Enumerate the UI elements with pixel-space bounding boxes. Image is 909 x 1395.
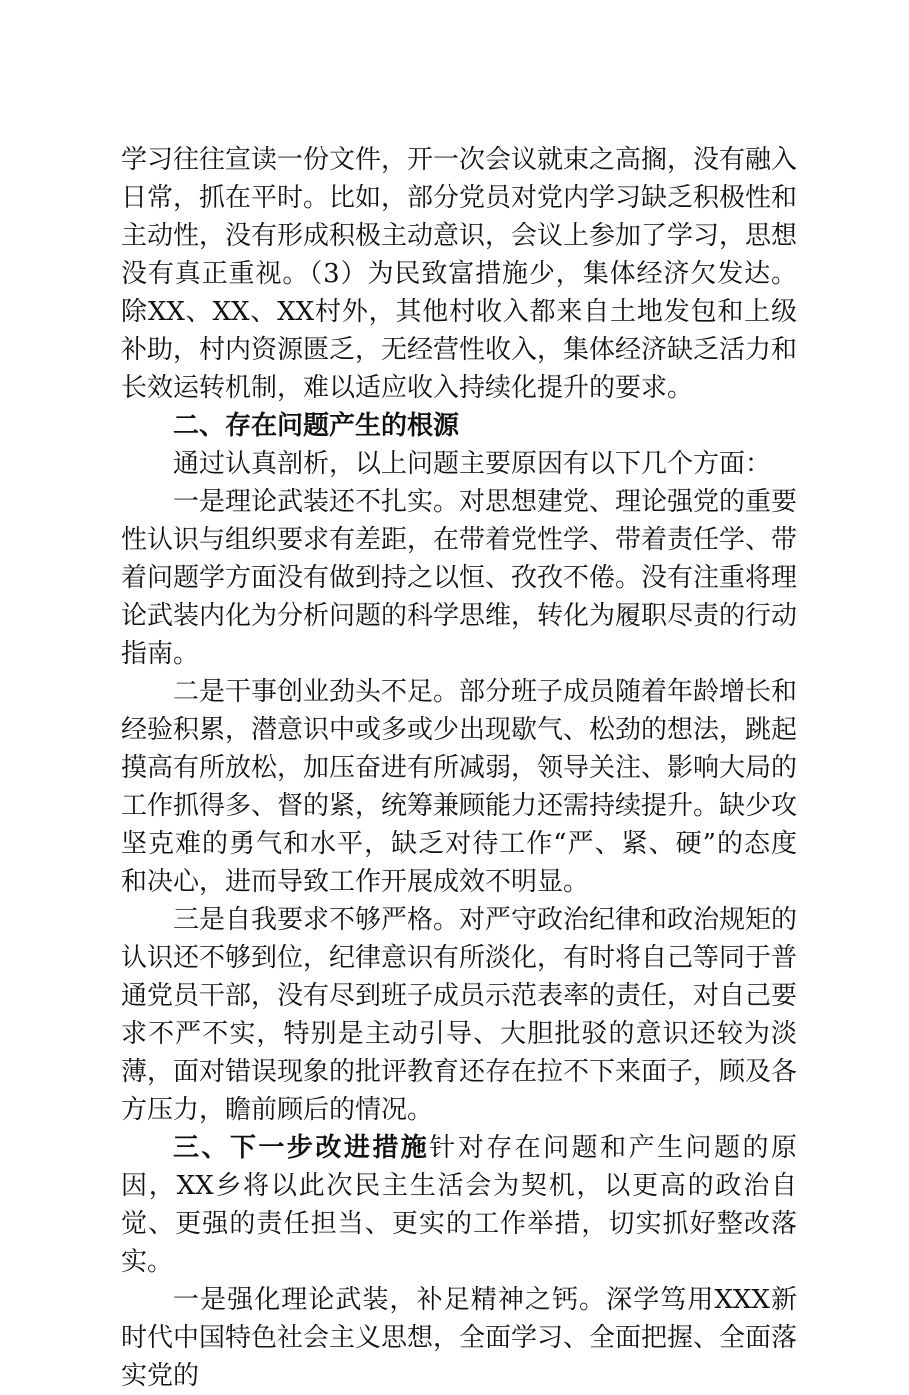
paragraph-theory: 一是理论武装还不扎实。对思想建党、理论强党的重要性认识与组织要求有差距，在带着党性学、带着责任学、带着问题学方面没有做到持之以恒、孜孜不倦。没有注重将理论武装内化为分析问题的科学思维，转化为履职尽责的行动指南。 [121, 487, 798, 669]
document-body [121, 141, 797, 1395]
paragraph-improvement-text: 针对存在问题和产生问题的原因，XX乡将以此次民主生活会为契机，以更高的政治自觉、更强的责任担当、更实的工作举措，切实抓好整改落实。 [121, 1133, 797, 1277]
paragraph-analysis-intro: 通过认真剖析，以上问题主要原因有以下几个方面： [173, 449, 772, 479]
section-heading-root-causes: 二、存在问题产生的根源 [173, 411, 460, 441]
section-heading-next-steps: 三、下一步改进措施 [173, 1133, 430, 1163]
paragraph-continuation: 学习往往宣读一份文件，开一次会议就束之高搁，没有融入日常，抓在平时。比如，部分党员对党内学习缺乏积极性和主动性，没有形成积极主动意识，会议上参加了学习，思想没有真正重视。（3）为民致富措施少，集体经济欠发达。除XX、XX、XX村外，其他村收入都来自土地发包和上级补助，村内资源匮乏，无经营性收入，集体经济缺乏活力和长效运转机制，难以适应收入持续化提升的要求。 [121, 145, 798, 403]
paragraph-improvement-measures [121, 1129, 797, 1281]
paragraph-strengthen-theory: 一是强化理论武装，补足精神之钙。深学笃用XXX新时代中国特色社会主义思想，全面学习、全面把握、全面落实党的 [121, 1285, 798, 1391]
paragraph-self-discipline: 三是自我要求不够严格。对严守政治纪律和政治规矩的认识还不够到位，纪律意识有所淡化，有时将自己等同于普通党员干部，没有尽到班子成员示范表率的责任，对自己要求不严不实，特别是主动引导、大胆批驳的意识还较为淡薄，面对错误现象的批评教育还存在拉不下来面子，顾及各方压力，瞻前顾后的情况。 [121, 905, 798, 1125]
paragraph-motivation: 二是干事创业劲头不足。部分班子成员随着年龄增长和经验积累，潜意识中或多或少出现歇气、松劲的想法，跳起摸高有所放松，加压奋进有所减弱，领导关注、影响大局的工作抓得多、督的紧，统筹兼顾能力还需持续提升。缺少攻坚克难的勇气和水平，缺乏对待工作“严、紧、硬”的态度和决心，进而导致工作开展成效不明显。 [121, 677, 798, 897]
